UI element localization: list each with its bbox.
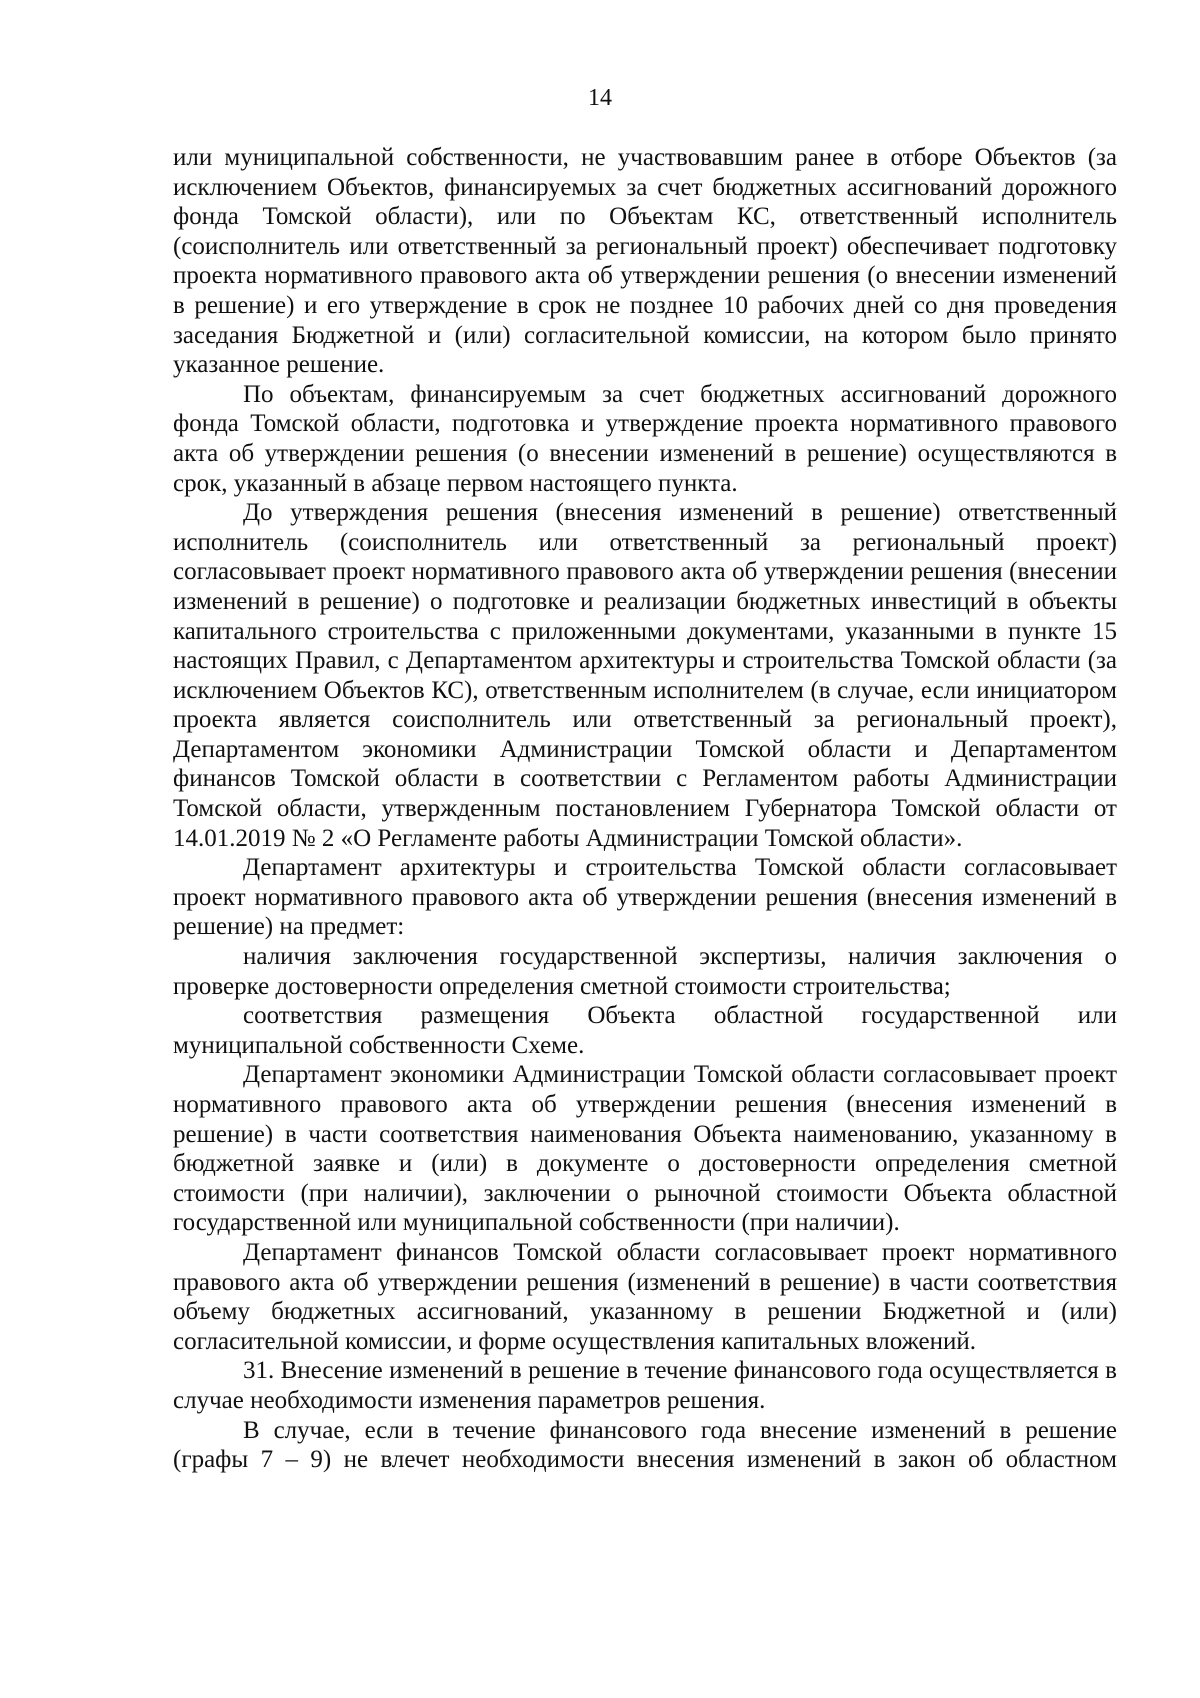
paragraph-economics-department: Департамент экономики Администрации Томской области согласовывает проект нормативного правового акта об утверждении решения (внесения изменений в решение) в части соответствия наименования Объекта наименованию, указанному в бюджетной заявке и (или) в документе о достоверности определения сметной стоимости (при наличии), заключении о рыночной стоимости Объекта областной государственной или муниципальной собственности (при наличии).	[173, 1061, 1117, 1237]
paragraph-road-fund: По объектам, финансируемым за счет бюджетных ассигнований дорожного фонда Томской области, подготовка и утверждение проекта нормативного правового акта об утверждении решения (о внесении изменений в решение) осуществляются в срок, указанный в абзаце первом настоящего пункта.	[173, 380, 1117, 497]
paragraph-expertise-conclusion: наличия заключения государственной экспертизы, наличия заключения о проверке достоверности определения сметной стоимости строительства;	[173, 943, 1117, 1000]
paragraph-finance-department: Департамент финансов Томской области согласовывает проект нормативного правового акта об утверждении решения (изменений в решение) в части соответствия объему бюджетных ассигнований, указанному в решении Бюджетной и (или) согласительной комиссии, и форме осуществления капитальных вложений.	[173, 1238, 1117, 1355]
paragraph-continued: или муниципальной собственности, не участвовавшим ранее в отборе Объектов (за исключением Объектов, финансируемых за счет бюджетных ассигнований дорожного фонда Томской области), или по Объектам КС, ответственный исполнитель (соисполнитель или ответственный за региональный проект) обеспечивает подготовку проекта нормативного правового акта об утверждении решения (о внесении изменений в решение) и его утверждение в срок не позднее 10 рабочих дней со дня проведения заседания Бюджетной и (или) согласительной комиссии, на котором было принято указанное решение.	[173, 144, 1117, 379]
paragraph-section-31: 31. Внесение изменений в решение в течение финансового года осуществляется в случае необходимости изменения параметров решения.	[173, 1357, 1117, 1414]
document-body	[173, 143, 1117, 1475]
paragraph-architecture-department: Департамент архитектуры и строительства Томской области согласовывает проект нормативного правового акта об утверждении решения (внесения изменений в решение) на предмет:	[173, 854, 1117, 941]
paragraph-scheme-compliance: соответствия размещения Объекта областной государственной или муниципальной собственности Схеме.	[173, 1002, 1117, 1059]
paragraph-approval-agreement: До утверждения решения (внесения изменений в решение) ответственный исполнитель (соисполнитель или ответственный за региональный проект) согласовывает проект нормативного правового акта об утверждении решения (внесении изменений в решение) о подготовке и реализации бюджетных инвестиций в объекты капитального строительства с приложенными документами, указанными в пункте 15 настоящих Правил, с Департаментом архитектуры и строительства Томской области (за исключением Объектов КС), ответственным исполнителем (в случае, если инициатором проекта является соисполнитель или ответственный за региональный проект), Департаментом экономики Администрации Томской области и Департаментом финансов Томской области в соответствии с Регламентом работы Администрации Томской области, утвержденным постановлением Губернатора Томской области от 14.01.2019 № 2 «О Регламенте работы Администрации Томской области».	[173, 499, 1117, 852]
paragraph-financial-year-changes: В случае, если в течение финансового года внесение изменений в решение (графы 7 – 9) не влечет необходимости внесения изменений в закон об областном	[173, 1416, 1117, 1474]
page-number: 14	[588, 85, 612, 111]
